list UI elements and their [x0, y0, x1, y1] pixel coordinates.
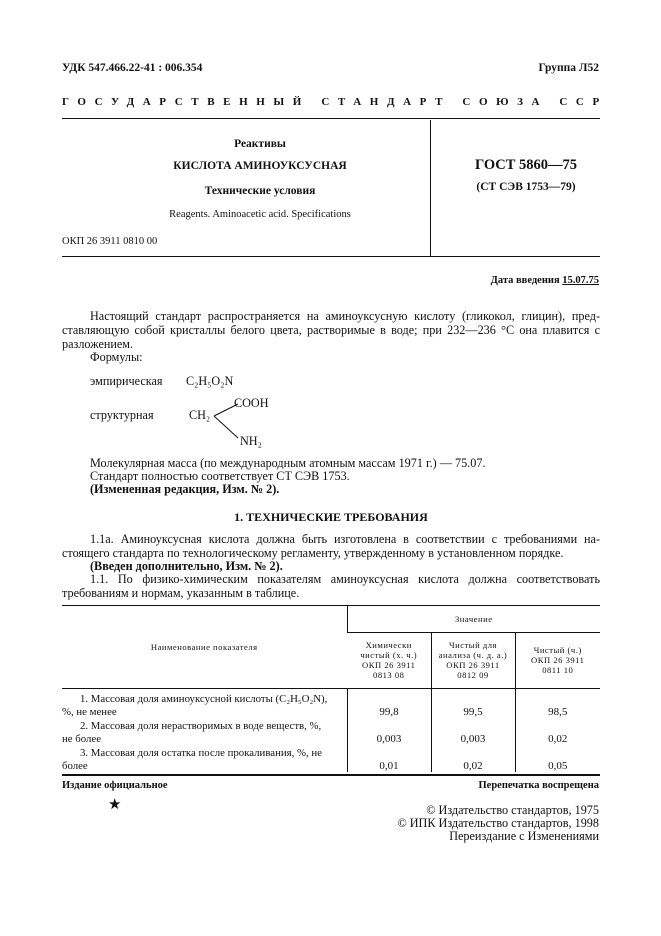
compliance: Стандарт полностью соответствует СТ СЭВ 1753.	[90, 469, 350, 483]
nh2-group: NH₂	[240, 434, 262, 448]
ch2-group: CH₂	[189, 408, 211, 422]
intro-line-2: ставляющую собой кристаллы белого цвета, растворимые в воде; при 232—236 °С она плавится с	[62, 323, 600, 337]
row-label: 3. Массовая доля остатка после прокаливания, %, не более	[62, 747, 322, 772]
structural-label: структурная	[90, 408, 154, 422]
table-row	[62, 688, 600, 718]
intro-line-1: Настоящий стандарт распространяется на аминоуксусную кислоту (гликокол, глицин), пред-	[90, 309, 600, 323]
title-divider	[430, 120, 431, 256]
copyright-1998: © ИПК Издательство стандартов, 1998	[397, 816, 599, 830]
bond-lower	[214, 416, 238, 438]
section-title: 1. ТЕХНИЧЕСКИЕ ТРЕБОВАНИЯ	[234, 510, 428, 524]
cell-value: 0,003	[431, 718, 515, 745]
official-edition: Издание официальное	[62, 780, 168, 791]
cell-value: 0,02	[515, 718, 600, 745]
table-row	[62, 718, 600, 745]
intro-date-value: 15.07.75	[562, 275, 599, 286]
col-header-value: Значение	[347, 606, 600, 632]
row-label: 2. Массовая доля нерастворимых в воде веществ, %, не более	[62, 720, 322, 745]
cell-value: 0,003	[347, 718, 431, 745]
formulas-label: Формулы:	[90, 350, 143, 364]
grade-header-pure: Чистый (ч.) ОКП 26 3911 0811 10	[515, 632, 600, 688]
reissue-note: Переиздание с Изменениями	[449, 829, 599, 843]
copyright-1975: © Издательство стандартов, 1975	[426, 803, 599, 817]
intro-line-3: разложением.	[62, 337, 134, 351]
cell-value: 99,5	[431, 688, 515, 718]
requirements-table	[62, 606, 600, 772]
group-code: Группа Л52	[538, 62, 599, 74]
star-icon: ★	[108, 797, 122, 813]
standard-title: КИСЛОТА АМИНОУКСУСНАЯ	[173, 160, 347, 172]
english-title: Reagents. Aminoacetic acid. Specifications	[169, 209, 351, 220]
reprint-forbidden: Перепечатка воспрещена	[478, 780, 599, 791]
st-sev-number: (СТ СЭВ 1753—79)	[476, 181, 576, 193]
empirical-formula: C₂H₅O₂N	[186, 374, 234, 388]
para-11-line-2: требованиям и нормам, указанным в таблице.	[62, 586, 300, 600]
state-standard-banner: ГОСУДАРСТВЕННЫЙ СТАНДАРТ СОЮЗА ССР	[62, 96, 608, 108]
edition-note: (Измененная редакция, Изм. № 2).	[90, 482, 280, 496]
para-11a-line-1: 1.1а. Аминоуксусная кислота должна быть изготовлена в соответствии с требованиями на-	[90, 532, 600, 546]
table-row	[62, 745, 600, 772]
category: Реактивы	[234, 138, 286, 150]
gost-number: ГОСТ 5860—75	[474, 157, 578, 173]
para-11-line-1: 1.1. По физико-химическим показателям аминоуксусная кислота должна соответствовать	[90, 572, 600, 586]
cell-value: 0,05	[515, 745, 600, 772]
intro-date	[491, 275, 599, 286]
cooh-group: COOH	[234, 396, 269, 410]
molar-mass: Молекулярная масса (по международным атомным массам 1971 г.) — 75.07.	[90, 456, 486, 470]
cell-value: 0,01	[347, 745, 431, 772]
cell-value: 98,5	[515, 688, 600, 718]
udk-code: УДК 547.466.22-41 : 006.354	[62, 62, 203, 74]
standard-subtitle: Технические условия	[204, 185, 316, 197]
okp-code: ОКП 26 3911 0810 00	[62, 236, 158, 247]
grade-header-analytical: Чистый для анализа (ч. д. а.) ОКП 26 3911 0812 09	[431, 632, 515, 688]
cell-value: 0,02	[431, 745, 515, 772]
title-rule	[62, 256, 600, 257]
table-bottom-rule	[62, 774, 600, 776]
grade-header-chem-pure: Химически чистый (х. ч.) ОКП 26 3911 0813 08	[347, 632, 431, 688]
para-11a-line-2: стоящего стандарта по технологическому регламенту, утвержденному в установленном порядке.	[62, 546, 564, 560]
col-header-name: Наименование показателя	[62, 606, 347, 688]
header-rule	[62, 118, 600, 119]
row-label: 1. Массовая доля аминоуксусной кислоты (C₂H₅O₂N), %, не менее	[62, 693, 328, 718]
para-11a-note: (Введен дополнительно, Изм. № 2).	[90, 559, 283, 573]
empirical-label: эмпирическая	[90, 374, 163, 388]
intro-date-label: Дата введения	[490, 275, 560, 286]
cell-value: 99,8	[347, 688, 431, 718]
